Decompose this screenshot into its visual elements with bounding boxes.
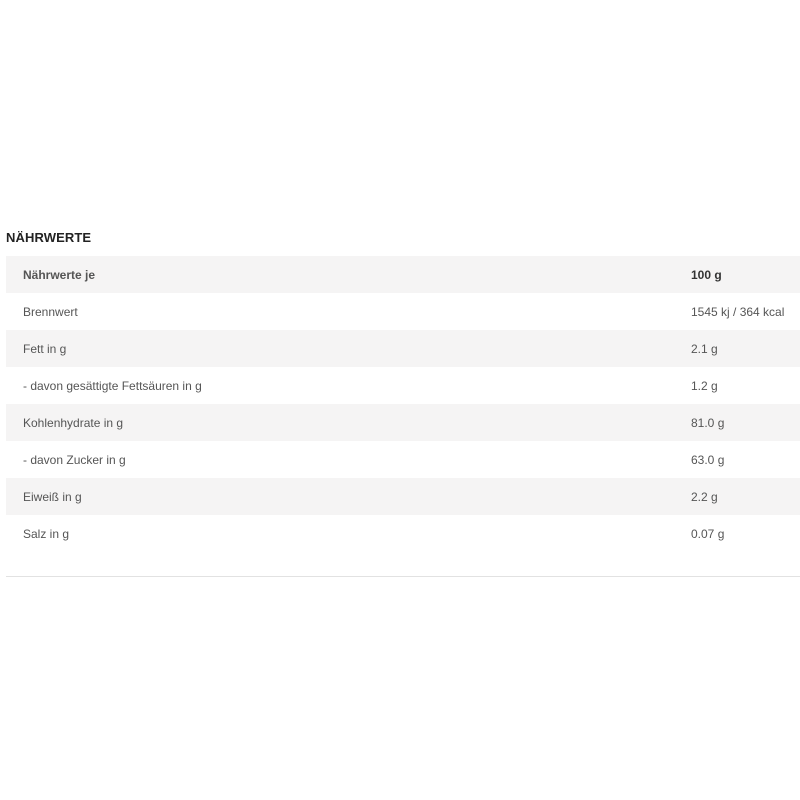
row-label: - davon Zucker in g bbox=[23, 452, 126, 467]
row-label: - davon gesättigte Fettsäuren in g bbox=[23, 378, 202, 393]
section-divider bbox=[6, 576, 800, 577]
row-value: 63.0 g bbox=[691, 452, 725, 467]
row-value: 1.2 g bbox=[691, 378, 718, 393]
table-header-row bbox=[6, 256, 800, 293]
row-value: 2.1 g bbox=[691, 330, 800, 367]
section-title: NÄHRWERTE bbox=[6, 230, 92, 245]
row-value: 81.0 g bbox=[691, 404, 800, 441]
nutrition-table bbox=[6, 256, 800, 552]
row-value: 2.2 g bbox=[691, 478, 800, 515]
row-value: 0.07 g bbox=[691, 526, 725, 541]
row-label: Kohlenhydrate in g bbox=[6, 404, 691, 441]
nutrition-section bbox=[6, 228, 800, 552]
table-row bbox=[6, 367, 800, 404]
header-label: Nährwerte je bbox=[6, 256, 691, 293]
row-value: 1545 kj / 364 kcal bbox=[691, 304, 785, 319]
table-row bbox=[6, 515, 800, 552]
table-row bbox=[6, 478, 800, 515]
row-label: Brennwert bbox=[23, 304, 78, 319]
header-value: 100 g bbox=[691, 256, 800, 293]
row-label: Eiweiß in g bbox=[6, 478, 691, 515]
table-row bbox=[6, 293, 800, 330]
table-row bbox=[6, 441, 800, 478]
table-row bbox=[6, 330, 800, 367]
row-label: Fett in g bbox=[6, 330, 691, 367]
table-row bbox=[6, 404, 800, 441]
row-label: Salz in g bbox=[23, 526, 70, 541]
